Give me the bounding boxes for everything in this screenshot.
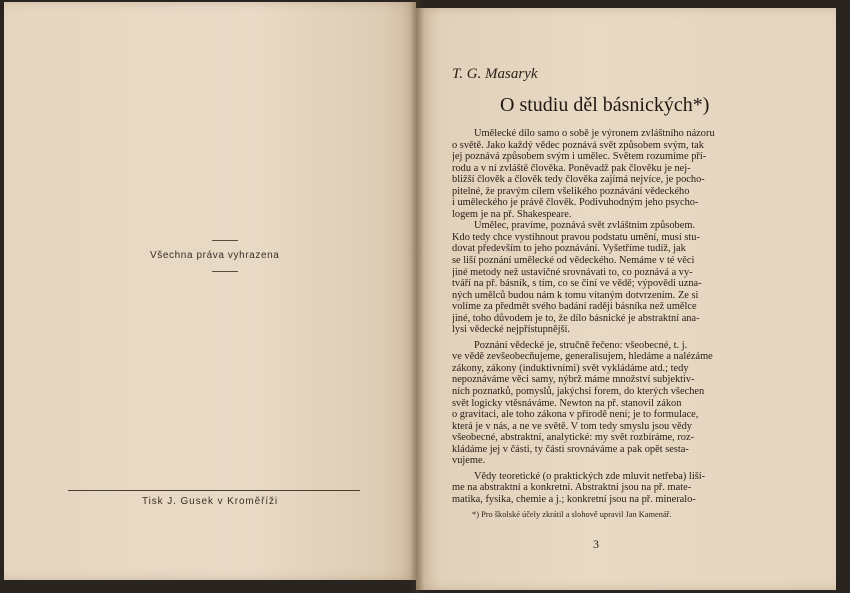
printer-imprint: Tisk J. Gusek v Kroměříži: [142, 496, 279, 507]
text-line: volíme za předmět svého badání raději básníka než umělce: [452, 301, 697, 313]
text-line: matika, fysika, chemie a j.; konkretní jsou na př. mineralo-: [452, 493, 696, 505]
printer-rule: [68, 490, 360, 491]
paragraph: [452, 128, 758, 220]
text-line: lysi vědecké nejpřístupnější.: [452, 324, 571, 336]
text-line: jiné, toho důvodem je to, že dílo básnické je abstraktní ana-: [452, 312, 700, 324]
text-line: dovat především to jeho poznávání. Vyšetříme tudíž, jak: [452, 243, 686, 255]
text-line: ních poznatků, pomyslů, jakýchsi forem, do kterých všechen: [452, 386, 705, 398]
text-line: me na abstraktní a konkretní. Abstraktní jsou na př. mate-: [452, 482, 692, 494]
text-line: rodu a v ní zvláště člověka. Poněvadž pak člověku je nej-: [452, 162, 691, 174]
text-line: logem je na př. Shakespeare.: [452, 208, 572, 220]
text-line: Umělecké dílo samo o sobě je výronem zvláštního názoru: [474, 128, 715, 139]
footnote: *) Pro školské účely zkrátil a slohově upravil Jan Kamenář.: [472, 510, 672, 519]
rights-bottom-rule: [212, 271, 238, 272]
text-line: zákony, zákony (induktivními) svět vykládáme atd.; tedy: [452, 362, 689, 374]
page-number: 3: [593, 537, 599, 551]
left-page: [4, 2, 416, 580]
text-line: tváří na př. básník, s tím, co se činí ve vědě; výpovědi uzna-: [452, 278, 702, 290]
text-line: jiné metody než ustavičné srovnávati to, co poznává a vy-: [452, 266, 693, 278]
text-line: nepoznáváme věci samy, nýbrž máme množství subjektiv-: [452, 374, 695, 386]
rights-notice: Všechna práva vyhrazena: [150, 250, 280, 261]
text-line: vujeme.: [452, 455, 486, 467]
text-line: Poznání vědecké je, stručně řečeno: všeobecné, t. j.: [474, 339, 688, 351]
essay-body: [452, 128, 758, 506]
paragraph: [452, 340, 758, 467]
text-line: která je v nás, a ne ve světě. V tom tedy smyslu jsou vědy: [452, 420, 692, 432]
paragraph: [452, 471, 758, 506]
author-name: T. G. Masaryk: [452, 66, 538, 82]
rights-top-rule: [212, 240, 238, 241]
text-line: svět logicky vtěsnáváme. Newton na př. stanovil zákon: [452, 397, 682, 409]
text-line: bližší člověk a člověk tedy člověka zajímá nejvíce, je pocho-: [452, 174, 705, 186]
essay-title: O studiu děl básnických*): [500, 94, 710, 116]
text-line: všeobecné, abstraktní, analytické: my svět rozbíráme, roz-: [452, 432, 695, 444]
text-line: ve vědě zevšeobecňujeme, generalisujem, hledáme a nalézáme: [452, 351, 713, 363]
text-line: o gravitaci, ale toho zákona v přírodě není; je to formulace,: [452, 409, 699, 421]
text-line: jej poznává způsobem svým i umělec. Světem rozumíme pří-: [452, 151, 707, 163]
text-line: Vědy teoretické (o praktických zde mluvit netřeba) liší-: [474, 470, 706, 482]
text-line: i uměleckého je právě člověk. Podivuhodným jeho psycho-: [452, 197, 699, 209]
text-line: se liší poznání umělecké od vědeckého. Nemáme v té věci: [452, 255, 695, 267]
paragraph: [452, 220, 758, 335]
book-gutter: [410, 0, 424, 593]
text-line: Kdo tedy chce vystihnout pravou podstatu umění, musí stu-: [452, 231, 700, 243]
text-line: Umělec, pravíme, poznává svět zvláštním způsobem.: [474, 220, 696, 232]
text-line: kládáme jej v části, ty části srovnáváme a pak opět sesta-: [452, 443, 689, 455]
text-line: pitelné, že pravým cílem všelikého poznávání vědeckého: [452, 185, 690, 197]
text-line: ných umělců budou nám k tomu vítaným dotvrzením. Ze si: [452, 289, 699, 301]
text-line: o světě. Jako každý vědec poznává svět způsobem svým, tak: [452, 139, 704, 151]
